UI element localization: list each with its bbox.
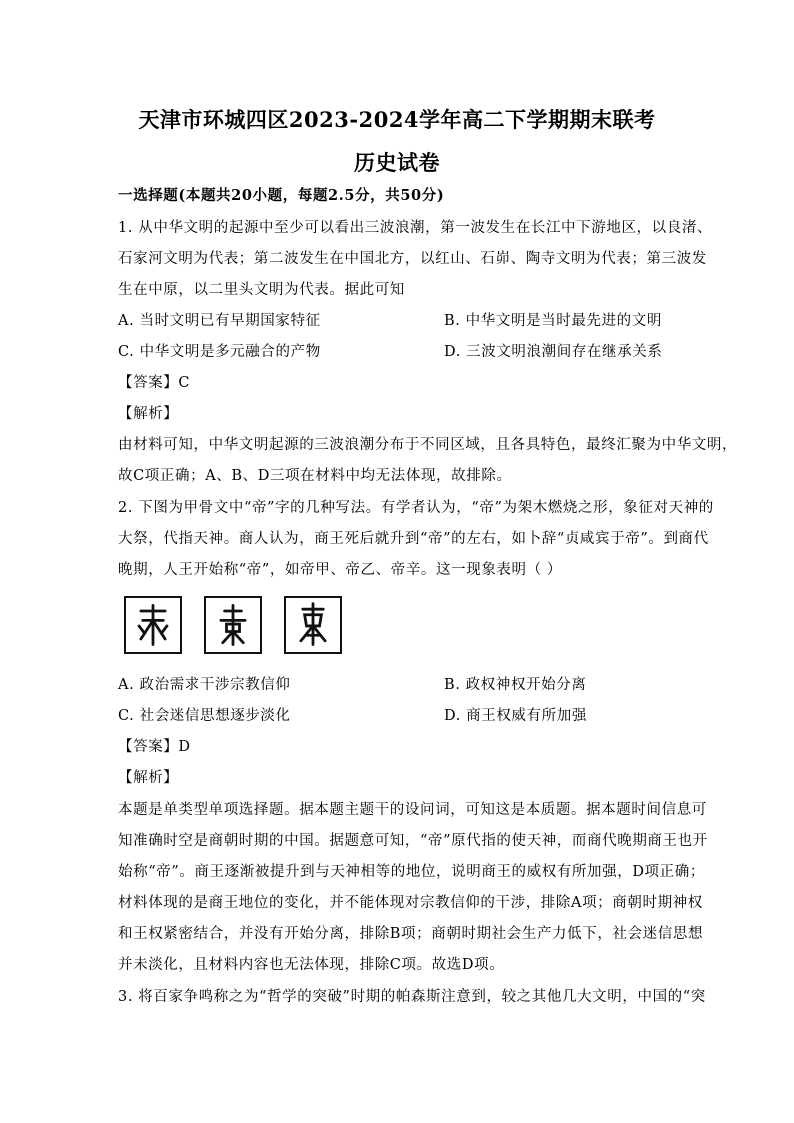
exam-subject-title: 历史试卷: [354, 150, 440, 175]
q2-stem-line: 2. 下图为甲骨文中“帝”字的几种写法。有学者认为，“帝”为架木燃烧之形，象征对天神的: [118, 500, 714, 516]
q2-analysis-line: 始称“帝”。商王逐渐被提升到与天神相等的地位，说明商王的威权有所加强，D项正确；: [118, 864, 705, 880]
q1-option-c: C. 中华文明是多元融合的产物: [118, 344, 321, 360]
q2-option-d: D. 商王权威有所加强: [444, 708, 587, 724]
q2-stem-line: 晚期，人王开始称“帝”，如帝甲、帝乙、帝辛。这一现象表明（ ）: [118, 562, 563, 578]
q2-analysis-line: 和王权紧密结合，并没有开始分离，排除B项；商朝时期社会生产力低下，社会迷信思想: [118, 926, 704, 942]
oracle-bone-figure: [124, 596, 364, 656]
exam-title: 天津市环城四区2023-2024学年高二下学期期末联考: [138, 107, 656, 132]
oracle-di-glyph-2: [204, 596, 262, 654]
q2-option-c: C. 社会迷信思想逐步淡化: [118, 708, 291, 724]
oracle-di-glyph-3: [284, 596, 342, 654]
oracle-di-glyph-1: [124, 596, 182, 654]
q2-answer: 【答案】D: [118, 739, 191, 755]
q2-analysis-line: 本题是单类型单项选择题。据本题主题干的设问词，可知这是本质题。据本题时间信息可: [118, 802, 707, 818]
q1-analysis-line: 由材料可知，中华文明起源的三波浪潮分布于不同区域，且各具特色，最终汇聚为中华文明，: [118, 437, 738, 453]
q1-stem-line: 石家河文明为代表；第二波发生在中国北方，以红山、石峁、陶寺文明为代表；第三波发: [118, 251, 707, 267]
section-heading: 一选择题(本题共20小题，每题2.5分，共50分): [118, 187, 445, 204]
q2-analysis-label: 【解析】: [118, 770, 179, 786]
q2-option-a: A. 政治需求干涉宗教信仰: [118, 677, 291, 693]
q1-option-d: D. 三波文明浪潮间存在继承关系: [444, 344, 663, 360]
q1-option-b: B. 中华文明是当时最先进的文明: [444, 313, 662, 329]
q2-analysis-line: 知准确时空是商朝时期的中国。据题意可知，“帝”原代指的使天神，而商代晚期商王也开: [118, 833, 708, 849]
q2-analysis-line: 材料体现的是商王地位的变化，并不能体现对宗教信仰的干涉，排除A项；商朝时期神权: [118, 895, 703, 911]
q1-stem-line: 1. 从中华文明的起源中至少可以看出三波浪潮，第一波发生在长江中下游地区，以良渚、: [118, 220, 713, 236]
q1-analysis-line: 故C项正确；A、B、D三项在材料中均无法体现，故排除。: [118, 468, 512, 484]
q1-analysis-label: 【解析】: [118, 406, 179, 422]
q2-analysis-line: 并未淡化，且材料内容也无法体现，排除C项。故选D项。: [118, 957, 505, 973]
q1-stem-line: 生在中原，以二里头文明为代表。据此可知: [118, 282, 405, 298]
q1-answer: 【答案】C: [118, 375, 191, 391]
q2-option-b: B. 政权神权开始分离: [444, 677, 587, 693]
q3-stem-line: 3. 将百家争鸣称之为“哲学的突破”时期的帕森斯注意到，较之其他几大文明，中国的“突: [118, 989, 706, 1005]
q1-option-a: A. 当时文明已有早期国家特征: [118, 313, 321, 329]
q2-stem-line: 大祭，代指天神。商人认为，商王死后就升到“帝”的左右，如卜辞“贞咸宾于帝”。到商代: [118, 531, 709, 547]
